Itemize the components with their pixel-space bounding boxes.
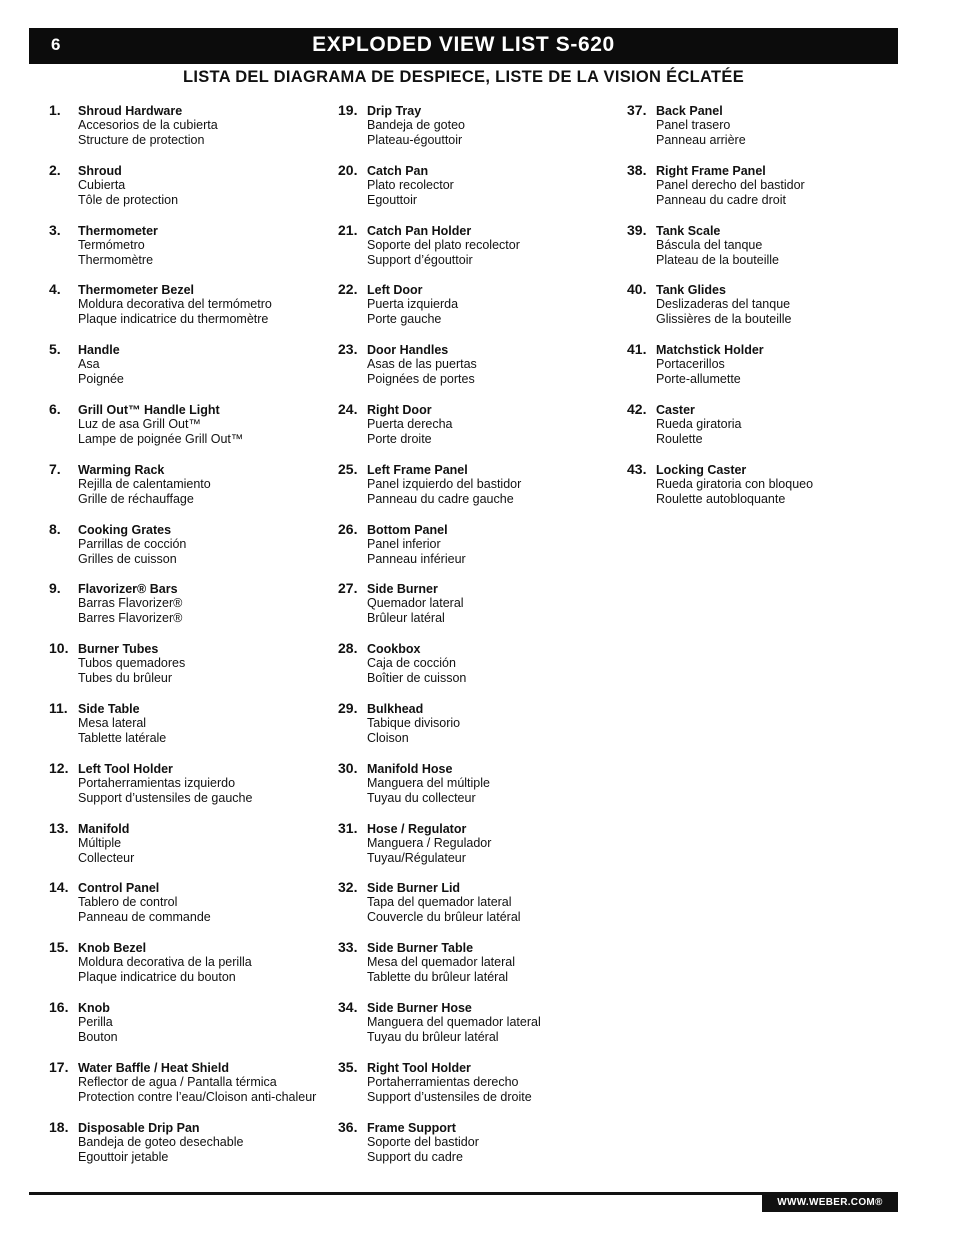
- part-item: [49, 700, 334, 760]
- part-name: Thermometer Bezel: [78, 283, 195, 298]
- part-name-spanish: Panel derecho del bastidor: [656, 177, 805, 192]
- part-name-spanish: Tablero de control: [78, 895, 178, 910]
- part-number: 26.: [338, 520, 358, 537]
- part-name: Side Table: [78, 701, 140, 716]
- part-name-french: Structure de protection: [78, 133, 205, 147]
- part-name-french: Panneau inférieur: [367, 551, 466, 566]
- part-number: 15.: [49, 939, 69, 956]
- part-number: 35.: [338, 1058, 358, 1075]
- part-name-spanish: Manguera del quemador lateral: [367, 1014, 541, 1029]
- part-name-french: Support du cadre: [367, 1149, 463, 1164]
- part-name-french: Brûleur latéral: [367, 611, 445, 626]
- part-name-french: Tuyau du collecteur: [367, 790, 476, 805]
- part-name: Back Panel: [656, 104, 723, 118]
- part-item: [338, 879, 623, 939]
- part-name: Shroud: [78, 163, 122, 178]
- part-number: 12.: [49, 759, 69, 776]
- part-name: Grill Out™ Handle Light: [78, 402, 220, 417]
- part-name-spanish: Barras Flavorizer®: [78, 596, 183, 611]
- part-item: [49, 999, 334, 1059]
- part-item: [338, 580, 623, 640]
- part-name-french: Protection contre l’eau/Cloison anti-chaleur: [78, 1089, 317, 1104]
- part-name: Left Tool Holder: [78, 761, 173, 776]
- part-name-french: Support d’ustensiles de gauche: [78, 790, 253, 805]
- footer-website: WWW.WEBER.COM®: [762, 1194, 898, 1212]
- part-name: Caster: [656, 402, 695, 417]
- part-name-spanish: Puerta derecha: [367, 416, 453, 431]
- part-item: [49, 1059, 334, 1119]
- part-item: [49, 1119, 334, 1179]
- part-name-french: Lampe de poignée Grill Out™: [78, 431, 244, 446]
- part-name-french: Support d’égouttoir: [367, 252, 473, 267]
- part-item: [338, 521, 623, 581]
- header-bar: [29, 28, 898, 64]
- part-name-spanish: Panel izquierdo del bastidor: [367, 476, 522, 491]
- part-item: [627, 102, 912, 162]
- part-name-spanish: Tubos quemadores: [78, 656, 186, 671]
- part-name: Cooking Grates: [78, 522, 172, 537]
- part-name-french: Panneau du cadre droit: [656, 192, 786, 207]
- part-name-french: Egouttoir: [367, 192, 418, 207]
- part-number: 5.: [49, 341, 61, 358]
- part-item: [338, 820, 623, 880]
- part-name-spanish: Tabique divisorio: [367, 715, 461, 730]
- part-item: [338, 1059, 623, 1119]
- part-name-french: Tablette du brûleur latéral: [367, 970, 509, 985]
- part-number: 13.: [49, 819, 69, 836]
- part-item: [49, 760, 334, 820]
- part-name: Warming Rack: [78, 462, 165, 477]
- part-name: Bottom Panel: [367, 522, 448, 537]
- part-number: 21.: [338, 221, 358, 238]
- part-name-spanish: Bandeja de goteo desechable: [78, 1134, 244, 1149]
- part-item: [338, 102, 623, 162]
- part-name-french: Bouton: [78, 1029, 118, 1044]
- part-item: [338, 760, 623, 820]
- part-number: 42.: [627, 400, 647, 417]
- part-name: Matchstick Holder: [656, 343, 764, 358]
- part-name-french: Grille de réchauffage: [78, 491, 194, 506]
- part-name-spanish: Manguera / Regulador: [367, 835, 492, 850]
- part-name-french: Panneau du cadre gauche: [367, 491, 514, 506]
- part-name-spanish: Portaherramientas izquierdo: [78, 775, 236, 790]
- part-name-french: Tuyau du brûleur latéral: [367, 1029, 499, 1044]
- part-number: 6.: [49, 400, 61, 417]
- part-item: [338, 401, 623, 461]
- part-number: 39.: [627, 221, 647, 238]
- part-name-spanish: Bandeja de goteo: [367, 118, 466, 132]
- part-number: 32.: [338, 879, 358, 896]
- part-name: Side Burner: [367, 582, 438, 597]
- part-number: 31.: [338, 819, 358, 836]
- part-name-french: Plateau-égouttoir: [367, 133, 463, 147]
- part-number: 30.: [338, 759, 358, 776]
- part-name: Hose / Regulator: [367, 821, 467, 836]
- part-item: [49, 281, 334, 341]
- part-name: Shroud Hardware: [78, 104, 183, 118]
- part-number: 22.: [338, 281, 358, 298]
- part-number: 1.: [49, 102, 61, 118]
- part-number: 8.: [49, 520, 61, 537]
- part-name: Side Burner Lid: [367, 881, 461, 896]
- part-item: [49, 580, 334, 640]
- part-name: Water Baffle / Heat Shield: [78, 1060, 229, 1075]
- part-name-spanish: Moldura decorativa del termómetro: [78, 297, 272, 312]
- part-item: [338, 341, 623, 401]
- part-name-spanish: Soporte del plato recolector: [367, 237, 520, 252]
- part-number: 29.: [338, 699, 358, 716]
- part-name-spanish: Asas de las puertas: [367, 357, 477, 372]
- part-name: Knob: [78, 1000, 110, 1015]
- part-item: [338, 281, 623, 341]
- part-name-spanish: Rejilla de calentamiento: [78, 476, 211, 491]
- part-item: [627, 401, 912, 461]
- page-subtitle: LISTA DEL DIAGRAMA DE DESPIECE, LISTE DE LA VISION ÉCLATÉE: [182, 68, 745, 86]
- part-name-french: Egouttoir jetable: [78, 1149, 169, 1164]
- part-name: Door Handles: [367, 343, 449, 358]
- part-name-french: Thermomètre: [78, 252, 154, 267]
- part-name-french: Porte droite: [367, 431, 432, 446]
- part-name-french: Panneau de commande: [78, 910, 211, 925]
- part-name-spanish: Mesa del quemador lateral: [367, 955, 515, 970]
- part-item: [49, 640, 334, 700]
- part-name-spanish: Accesorios de la cubierta: [78, 118, 218, 132]
- part-number: 11.: [49, 699, 68, 716]
- part-name-spanish: Panel trasero: [656, 118, 731, 132]
- part-item: [627, 281, 912, 341]
- part-name-french: Cloison: [367, 730, 409, 745]
- part-name-french: Tubes du brûleur: [78, 671, 173, 686]
- part-name: Right Door: [367, 402, 432, 417]
- part-item: [338, 939, 623, 999]
- part-number: 3.: [49, 221, 61, 238]
- part-name-spanish: Rueda giratoria: [656, 416, 742, 431]
- part-name-spanish: Panel inferior: [367, 536, 441, 551]
- part-name: Burner Tubes: [78, 642, 159, 657]
- part-number: 20.: [338, 161, 358, 178]
- part-item: [49, 461, 334, 521]
- part-name-french: Couvercle du brûleur latéral: [367, 910, 521, 925]
- part-item: [49, 521, 334, 581]
- part-item: [338, 700, 623, 760]
- part-name: Frame Support: [367, 1120, 456, 1135]
- part-number: 37.: [627, 102, 647, 118]
- part-name-french: Roulette autobloquante: [656, 491, 786, 506]
- part-item: [627, 222, 912, 282]
- part-name: Catch Pan: [367, 163, 429, 178]
- part-name-french: Tôle de protection: [78, 192, 179, 207]
- part-name-spanish: Reflector de agua / Pantalla térmica: [78, 1074, 277, 1089]
- parts-column-1: [49, 102, 334, 1178]
- part-number: 2.: [49, 161, 61, 178]
- part-name-spanish: Múltiple: [78, 835, 122, 850]
- part-number: 9.: [49, 580, 61, 597]
- part-name: Catch Pan Holder: [367, 223, 472, 238]
- part-name-spanish: Asa: [78, 357, 100, 372]
- part-name: Thermometer: [78, 223, 158, 238]
- part-name-french: Tablette latérale: [78, 730, 167, 745]
- part-number: 28.: [338, 640, 358, 657]
- part-number: 17.: [49, 1058, 69, 1075]
- part-number: 36.: [338, 1118, 358, 1135]
- part-number: 34.: [338, 998, 358, 1015]
- part-number: 43.: [627, 460, 647, 477]
- part-item: [338, 162, 623, 222]
- part-name-spanish: Parrillas de cocción: [78, 536, 187, 551]
- part-item: [49, 162, 334, 222]
- part-name-spanish: Portaherramientas derecho: [367, 1074, 519, 1089]
- part-item: [49, 879, 334, 939]
- part-number: 19.: [338, 102, 358, 118]
- part-name-spanish: Cubierta: [78, 177, 126, 192]
- part-name-spanish: Caja de cocción: [367, 656, 456, 671]
- part-item: [338, 222, 623, 282]
- page-title: EXPLODED VIEW LIST S-620: [312, 33, 615, 56]
- part-name: Control Panel: [78, 881, 160, 896]
- part-name-french: Porte gauche: [367, 312, 442, 327]
- part-item: [49, 939, 334, 999]
- parts-column-2: [338, 102, 623, 1178]
- part-name-spanish: Tapa del quemador lateral: [367, 895, 512, 910]
- part-number: 7.: [49, 460, 61, 477]
- part-item: [627, 162, 912, 222]
- part-name-spanish: Luz de asa Grill Out™: [78, 416, 201, 431]
- part-item: [338, 461, 623, 521]
- part-name: Side Burner Table: [367, 941, 474, 956]
- part-name-french: Roulette: [656, 431, 703, 446]
- part-name-spanish: Portacerillos: [656, 357, 725, 372]
- part-name-spanish: Moldura decorativa de la perilla: [78, 955, 252, 970]
- part-name-french: Barres Flavorizer®: [78, 611, 183, 626]
- part-name-spanish: Perilla: [78, 1014, 113, 1029]
- part-name: Tank Glides: [656, 283, 726, 298]
- part-number: 27.: [338, 580, 358, 597]
- part-name-french: Panneau arrière: [656, 133, 746, 147]
- part-name-french: Glissières de la bouteille: [656, 312, 792, 327]
- part-name-spanish: Báscula del tanque: [656, 237, 763, 252]
- part-name-french: Boîtier de cuisson: [367, 671, 467, 686]
- part-item: [338, 1119, 623, 1179]
- part-name-french: Grilles de cuisson: [78, 551, 177, 566]
- part-name: Cookbox: [367, 642, 421, 657]
- part-name: Drip Tray: [367, 104, 422, 118]
- part-name: Manifold Hose: [367, 761, 453, 776]
- part-item: [49, 401, 334, 461]
- page-number: 6: [51, 35, 61, 54]
- part-name: Bulkhead: [367, 701, 424, 716]
- part-number: 14.: [49, 879, 69, 896]
- part-name: Handle: [78, 343, 120, 358]
- part-item: [49, 341, 334, 401]
- part-name-spanish: Manguera del múltiple: [367, 775, 490, 790]
- part-name-french: Plaque indicatrice du bouton: [78, 970, 236, 985]
- part-name: Locking Caster: [656, 462, 747, 477]
- part-number: 23.: [338, 341, 358, 358]
- part-name-french: Support d’ustensiles de droite: [367, 1089, 532, 1104]
- part-name-french: Poignées de portes: [367, 372, 475, 387]
- part-name-french: Plaque indicatrice du thermomètre: [78, 312, 269, 327]
- part-number: 4.: [49, 281, 61, 298]
- part-name-french: Collecteur: [78, 850, 135, 865]
- part-name-spanish: Plato recolector: [367, 177, 454, 192]
- part-name: Flavorizer® Bars: [78, 582, 178, 597]
- part-item: [338, 640, 623, 700]
- part-number: 24.: [338, 400, 358, 417]
- part-name: Left Door: [367, 283, 423, 298]
- part-number: 25.: [338, 460, 358, 477]
- part-number: 40.: [627, 281, 647, 298]
- part-name-spanish: Rueda giratoria con bloqueo: [656, 476, 814, 491]
- part-number: 16.: [49, 998, 69, 1015]
- part-name-french: Poignée: [78, 372, 124, 387]
- part-item: [49, 820, 334, 880]
- part-number: 18.: [49, 1118, 69, 1135]
- parts-column-3: [627, 102, 912, 521]
- part-name: Right Tool Holder: [367, 1060, 471, 1075]
- part-number: 38.: [627, 161, 647, 178]
- part-name-spanish: Puerta izquierda: [367, 297, 459, 312]
- part-name: Disposable Drip Pan: [78, 1120, 200, 1135]
- part-name-spanish: Deslizaderas del tanque: [656, 297, 791, 312]
- part-name: Right Frame Panel: [656, 163, 766, 178]
- part-number: 10.: [49, 640, 69, 657]
- part-name-french: Tuyau/Régulateur: [367, 850, 466, 865]
- part-name-french: Porte-allumette: [656, 372, 741, 387]
- part-item: [627, 341, 912, 401]
- part-name: Left Frame Panel: [367, 462, 468, 477]
- part-name: Tank Scale: [656, 223, 721, 238]
- part-name-spanish: Termómetro: [78, 237, 145, 252]
- part-name-spanish: Soporte del bastidor: [367, 1134, 479, 1149]
- part-name-spanish: Mesa lateral: [78, 715, 147, 730]
- part-name-french: Plateau de la bouteille: [656, 252, 780, 267]
- part-name: Manifold: [78, 821, 130, 836]
- part-name-spanish: Quemador lateral: [367, 596, 464, 611]
- part-item: [49, 222, 334, 282]
- part-number: 33.: [338, 939, 358, 956]
- part-item: [627, 461, 912, 521]
- part-item: [49, 102, 334, 162]
- part-item: [338, 999, 623, 1059]
- part-name: Side Burner Hose: [367, 1000, 472, 1015]
- part-name: Knob Bezel: [78, 941, 147, 956]
- part-number: 41.: [627, 341, 647, 358]
